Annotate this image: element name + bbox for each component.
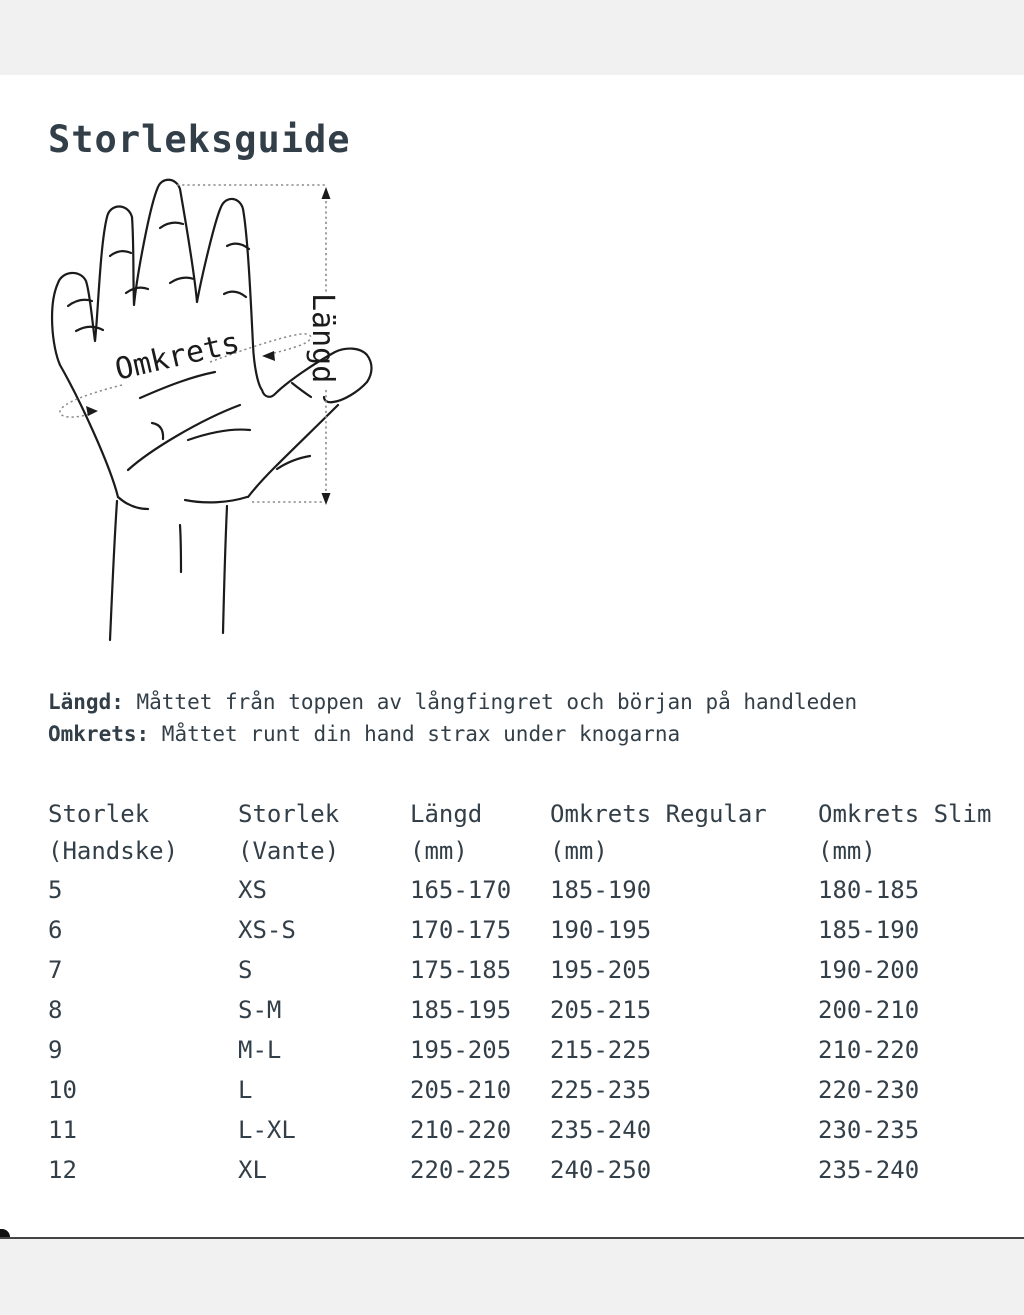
table-row: [48, 870, 998, 910]
table-cell: 9: [48, 1036, 63, 1064]
arrow-left-icon: [262, 351, 275, 361]
arrow-up-icon: [322, 187, 331, 199]
table-cell: 220-225: [410, 1156, 512, 1184]
hand-outline: [52, 180, 371, 640]
table-cell: 195-205: [550, 956, 652, 984]
table-cell: L: [238, 1076, 253, 1104]
table-cell: 165-170: [410, 876, 512, 904]
bottom-divider: [0, 1237, 1024, 1239]
table-cell: 205-210: [410, 1076, 512, 1104]
table-cell: 175-185: [410, 956, 512, 984]
table-cell: 190-195: [550, 916, 652, 944]
table-cell: 195-205: [410, 1036, 512, 1064]
table-cell: 180-185: [818, 876, 920, 904]
table-cell: S: [238, 956, 253, 984]
definition-term: Längd:: [48, 690, 124, 714]
table-cell: 5: [48, 876, 63, 904]
table-cell: S-M: [238, 996, 282, 1024]
table-cell: 185-195: [410, 996, 512, 1024]
table-header-cell: Storlek (Handske): [48, 800, 179, 865]
definition-text: Måttet från toppen av långfingret och början på handleden: [123, 690, 858, 714]
table-cell: 10: [48, 1076, 77, 1104]
hand-measure-diagram: [40, 175, 396, 645]
table-cell: 185-190: [550, 876, 652, 904]
size-table: [48, 796, 998, 1190]
hand-illustration: [40, 175, 396, 645]
page-title: Storleksguide: [48, 118, 351, 161]
table-cell: 235-240: [550, 1116, 652, 1144]
table-cell: 7: [48, 956, 63, 984]
table-row: [48, 990, 998, 1030]
table-cell: 190-200: [818, 956, 920, 984]
table-row: [48, 950, 998, 990]
arrow-down-icon: [322, 493, 331, 505]
measure-definitions: [48, 686, 857, 750]
table-cell: 11: [48, 1116, 77, 1144]
table-cell: XS-S: [238, 916, 296, 944]
table-cell: XL: [238, 1156, 267, 1184]
table-cell: 220-230: [818, 1076, 920, 1104]
table-row: [48, 910, 998, 950]
table-cell: 225-235: [550, 1076, 652, 1104]
size-table-body: [48, 870, 998, 1190]
table-row: [48, 1150, 998, 1190]
table-row: [48, 1070, 998, 1110]
table-cell: XS: [238, 876, 267, 904]
table-cell: 205-215: [550, 996, 652, 1024]
table-cell: 210-220: [818, 1036, 920, 1064]
table-cell: M-L: [238, 1036, 282, 1064]
table-header-cell: Storlek (Vante): [238, 800, 340, 865]
table-cell: 12: [48, 1156, 77, 1184]
definition-text: Måttet runt din hand strax under knogarna: [149, 722, 681, 746]
table-cell: 230-235: [818, 1116, 920, 1144]
table-cell: 6: [48, 916, 63, 944]
table-cell: 8: [48, 996, 63, 1024]
definition-term: Omkrets:: [48, 722, 150, 746]
table-header-cell: Omkrets Slim (mm): [818, 800, 992, 865]
circumference-label: Omkrets: [111, 325, 243, 388]
table-header-row: [48, 796, 998, 870]
table-header-cell: Längd (mm): [410, 800, 483, 865]
table-row: [48, 1030, 998, 1070]
table-cell: 170-175: [410, 916, 512, 944]
table-header-cell: Omkrets Regular (mm): [550, 800, 767, 865]
length-label: Längd: [305, 293, 340, 384]
table-cell: 210-220: [410, 1116, 512, 1144]
length-definition: [48, 686, 857, 718]
table-cell: 240-250: [550, 1156, 652, 1184]
table-cell: 215-225: [550, 1036, 652, 1064]
table-cell: 185-190: [818, 916, 920, 944]
table-cell: 200-210: [818, 996, 920, 1024]
table-cell: 235-240: [818, 1156, 920, 1184]
table-row: [48, 1110, 998, 1150]
table-cell: L-XL: [238, 1116, 296, 1144]
arrow-right-icon: [86, 406, 98, 416]
circumference-definition: [48, 718, 857, 750]
